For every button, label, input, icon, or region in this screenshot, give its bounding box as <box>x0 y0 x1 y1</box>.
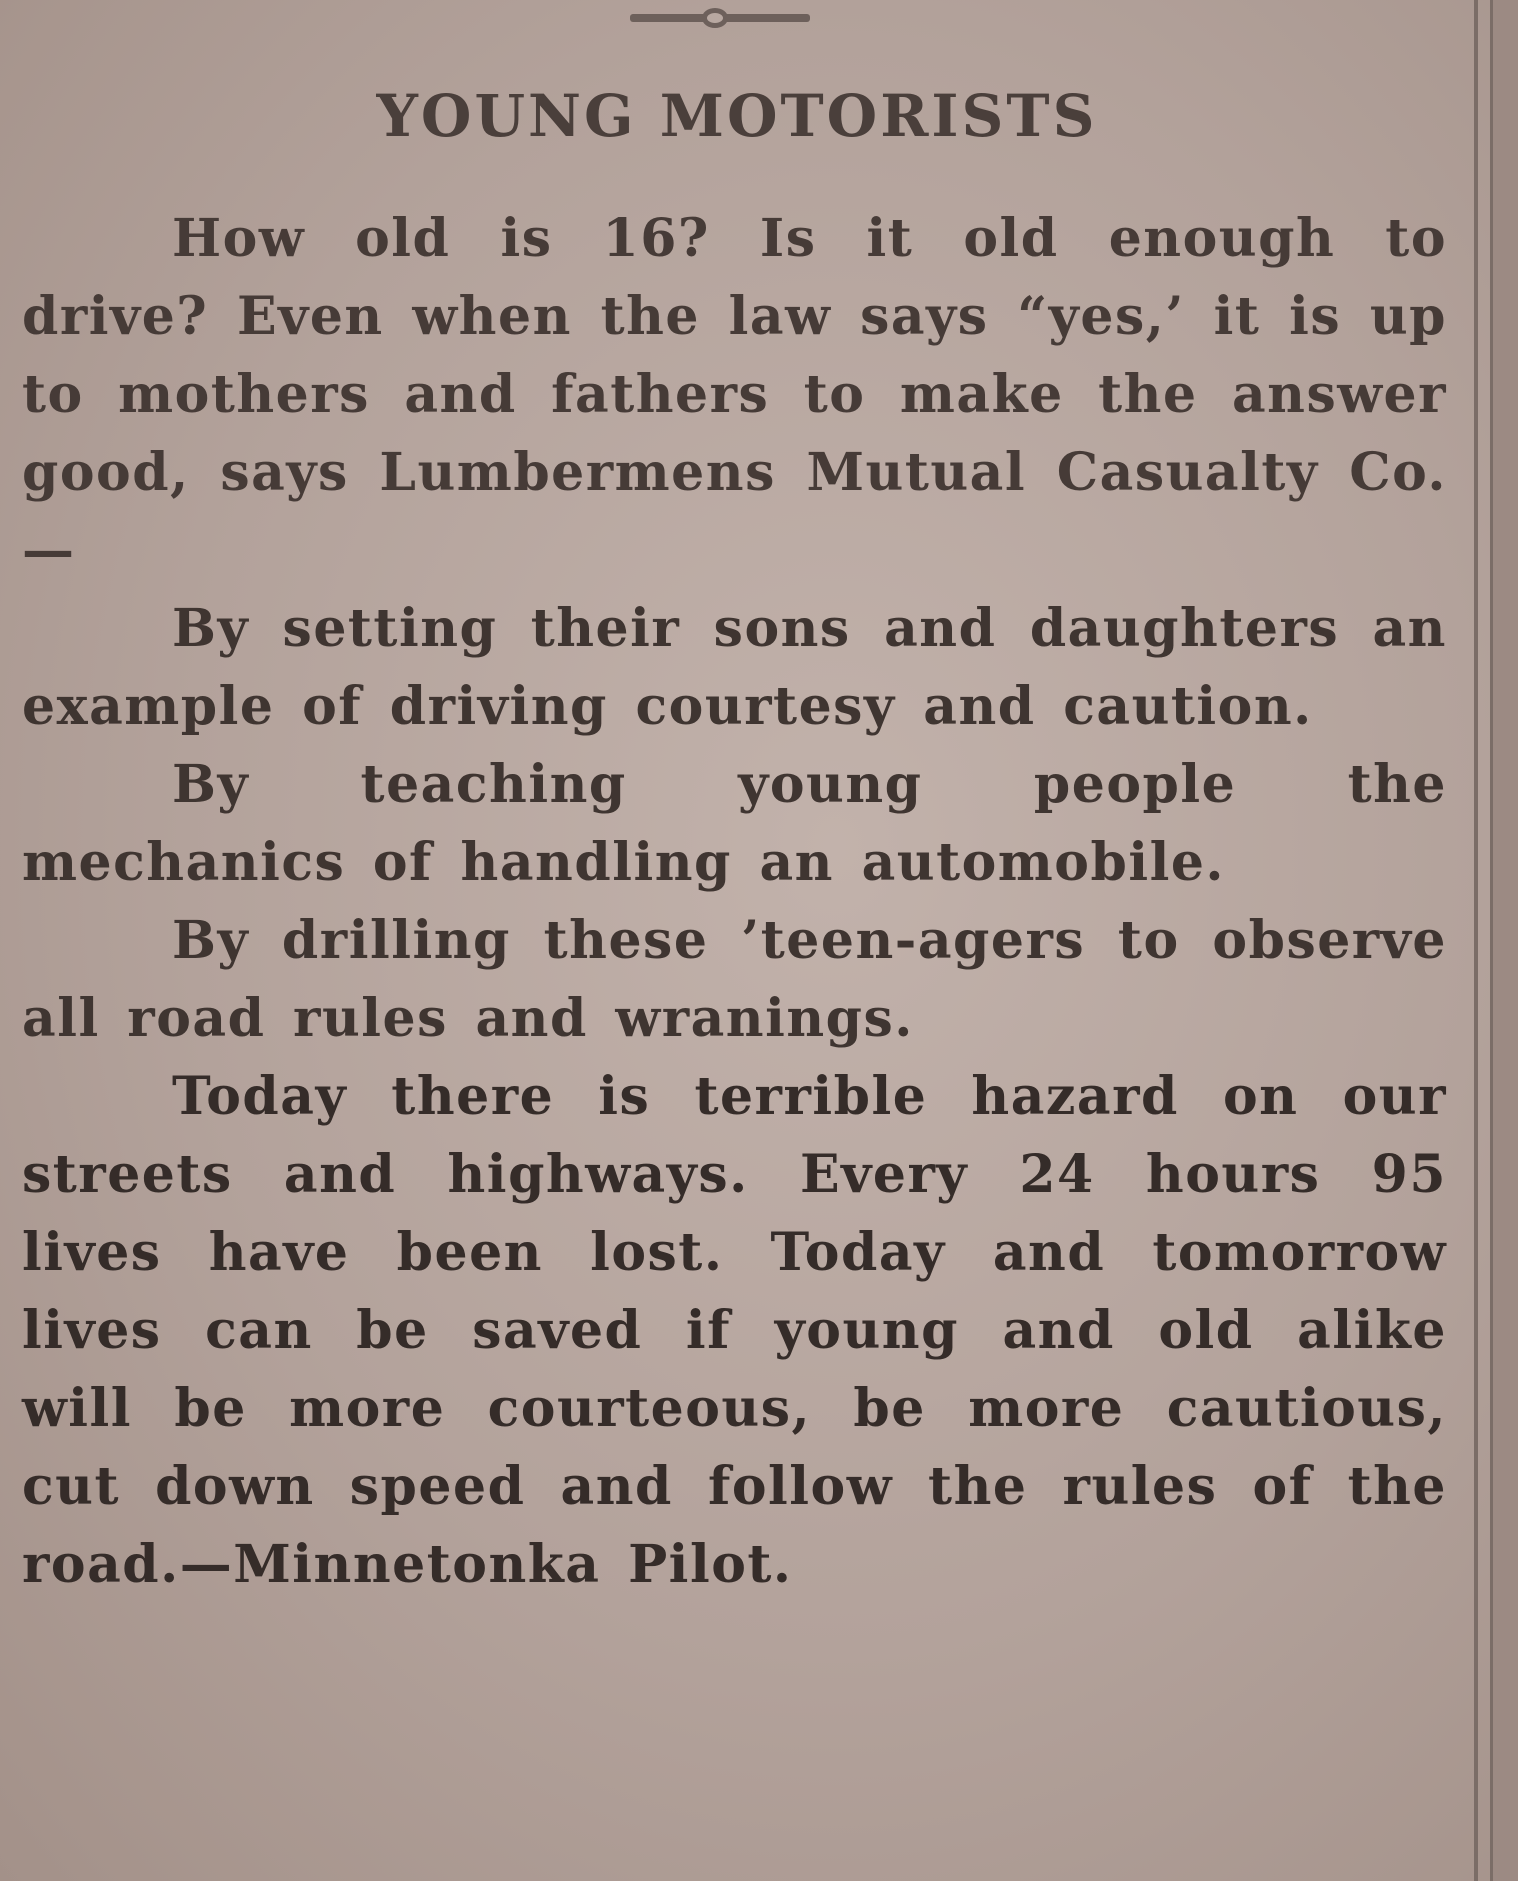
ornament-ring <box>702 8 728 28</box>
paragraph-drilling: By drilling these ’teen-agers to observe all road rules and wranings. <box>22 910 1447 1049</box>
paragraph-example: By setting their sons and daughters an example of driving courtesy and caution. <box>22 598 1447 737</box>
article-body <box>22 200 1447 1604</box>
paragraph-hazard: Today there is terrible hazard on our streets and highways. Every 24 hours 95 lives have been lost. Today and tomorrow lives can be saved if young and old alike will be more courteous, be more cautious, cut down speed and follow the rules of the road.—Minnetonka Pilot. <box>22 1066 1447 1595</box>
paragraph-intro: How old is 16? Is it old enough to drive? Even when the law says “yes,’ it is up to mothers and fathers to make the answer good, says Lumbermens Mutual Casualty Co.— <box>22 208 1447 581</box>
column-ornament-icon <box>630 8 810 30</box>
article-headline: YOUNG MOTORISTS <box>376 82 1098 150</box>
adjacent-column-edge <box>1493 0 1518 1881</box>
paragraph-teaching: By teaching young people the mechanics of handling an automobile. <box>22 754 1447 893</box>
column-rule <box>1474 0 1478 1881</box>
